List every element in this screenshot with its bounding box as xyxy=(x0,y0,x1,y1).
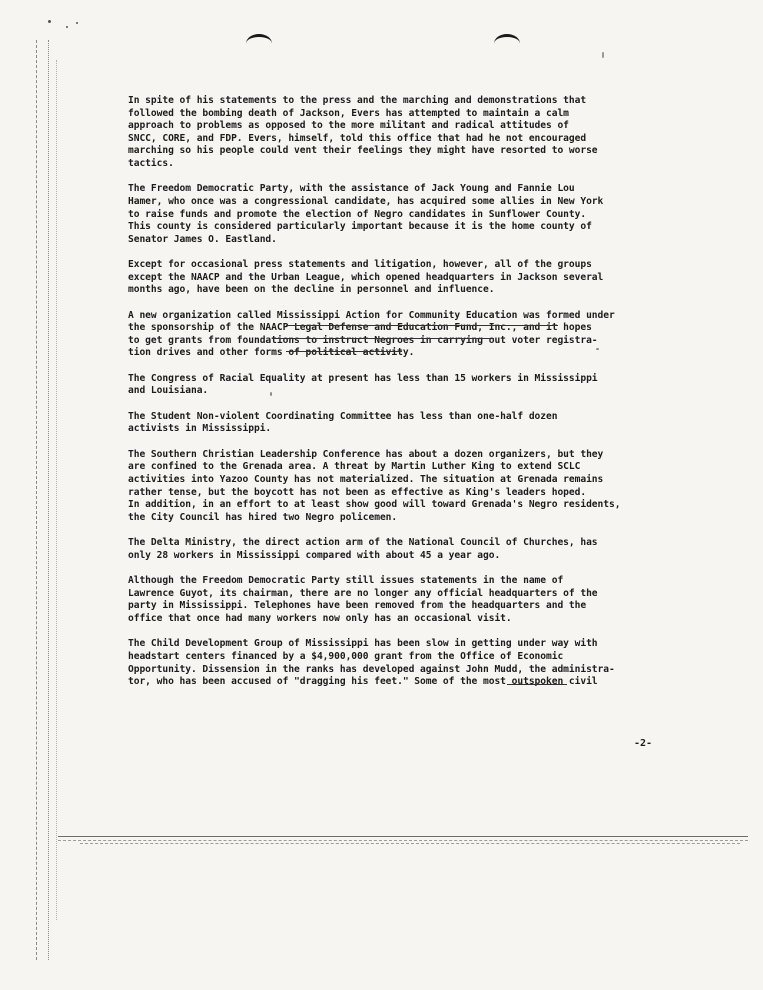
text-line: tor, who has been accused of "dragging his feet." Some of the most outspoken civil xyxy=(128,676,598,688)
paragraph-fdp-headquarters xyxy=(128,575,653,625)
paragraph-fdp-allies xyxy=(128,183,653,246)
paragraph-sncc xyxy=(128,411,653,436)
underline-mark xyxy=(286,325,558,326)
text-line: tion drives and other forms of political activity. xyxy=(128,347,415,359)
text-line: Opportunity. Dissension in the ranks has developed against John Mudd, the administra- xyxy=(128,663,615,675)
margin-dashed-line xyxy=(36,40,37,960)
footer-rule xyxy=(58,836,748,837)
text-line: SNCC, CORE, and FDP. Evers, himself, told this office that had he not encouraged xyxy=(128,132,587,144)
text-line: In addition, in an effort to at least show good will toward Grenada's Negro residents, xyxy=(128,499,621,511)
text-line: to get grants from foundations to instruct Negroes in carrying out voter registra- xyxy=(128,334,598,346)
margin-dashed-line xyxy=(56,60,57,920)
text-line: tactics. xyxy=(128,157,174,169)
hole-punch-mark-left xyxy=(246,34,272,53)
text-line: Except for occasional press statements and litigation, however, all of the groups xyxy=(128,259,592,271)
hole-punch-mark-right xyxy=(494,34,520,53)
text-line: the sponsorship of the NAACP Legal Defense and Education Fund, Inc., and it hopes xyxy=(128,322,592,334)
paragraph-delta-ministry xyxy=(128,537,653,562)
text-line: This county is considered particularly important because it is the home county of xyxy=(128,221,592,233)
paragraph-mace xyxy=(128,310,653,360)
text-line: The Freedom Democratic Party, with the assistance of Jack Young and Fannie Lou xyxy=(128,183,575,195)
text-line: approach to problems as opposed to the more militant and radical attitudes of xyxy=(128,120,569,132)
underline-mark xyxy=(272,338,494,339)
text-line: Although the Freedom Democratic Party still issues statements in the name of xyxy=(128,575,564,587)
text-line: marching so his people could vent their feelings they might have resorted to worse xyxy=(128,145,598,157)
text-line: activists in Mississippi. xyxy=(128,423,272,435)
text-line: The Child Development Group of Mississippi has been slow in getting under way with xyxy=(128,638,598,650)
scan-speck xyxy=(76,22,78,24)
text-line: The Southern Christian Leadership Conference has about a dozen organizers, but they xyxy=(128,448,604,460)
text-line: The Congress of Racial Equality at present has less than 15 workers in Mississippi xyxy=(128,372,598,384)
text-line: A new organization called Mississippi Action for Community Education was formed under xyxy=(128,309,615,321)
footer-rule xyxy=(58,840,748,841)
text-line: and Louisiana. xyxy=(128,385,209,397)
text-line: months ago, have been on the decline in personnel and influence. xyxy=(128,284,495,296)
text-line: except the NAACP and the Urban League, which opened headquarters in Jackson several xyxy=(128,271,604,283)
text-line: The Student Non-violent Coordinating Committee has less than one-half dozen xyxy=(128,410,558,422)
text-line: party in Mississippi. Telephones have been removed from the headquarters and the xyxy=(128,600,587,612)
text-line: In spite of his statements to the press and the marching and demonstrations that xyxy=(128,95,587,106)
paragraph-decline xyxy=(128,259,653,297)
text-line: the City Council has hired two Negro policemen. xyxy=(128,511,398,523)
text-line: only 28 workers in Mississippi compared with about 45 a year ago. xyxy=(128,549,501,561)
scan-speck xyxy=(48,20,51,23)
text-line: office that once had many workers now only has an occasional visit. xyxy=(128,612,512,624)
paragraph-sclc xyxy=(128,449,653,525)
memo-body xyxy=(128,95,653,702)
underline-mark xyxy=(507,684,567,685)
margin-dashed-line xyxy=(48,40,49,960)
text-line: activities into Yazoo County has not materialized. The situation at Grenada remains xyxy=(128,474,604,486)
text-line: rather tense, but the boycott has not been as effective as King's leaders hoped. xyxy=(128,486,587,498)
text-line: Lawrence Guyot, its chairman, there are no longer any official headquarters of the xyxy=(128,587,598,599)
text-line: Hamer, who once was a congressional candidate, has acquired some allies in New York xyxy=(128,195,604,207)
underline-mark xyxy=(286,351,402,352)
text-line: Senator James O. Eastland. xyxy=(128,233,277,245)
text-line: are confined to the Grenada area. A threat by Martin Luther King to extend SCLC xyxy=(128,461,581,473)
scan-speck xyxy=(66,26,68,28)
text-line: The Delta Ministry, the direct action arm of the National Council of Churches, has xyxy=(128,537,598,549)
text-line: headstart centers financed by a $4,900,000 grant from the Office of Economic xyxy=(128,650,564,662)
paragraph-core xyxy=(128,373,653,398)
text-line: to raise funds and promote the election of Negro candidates in Sunflower County. xyxy=(128,208,587,220)
page-number: -2- xyxy=(634,738,653,749)
paragraph-cdgm xyxy=(128,638,653,688)
footer-rule xyxy=(80,843,740,844)
text-line: followed the bombing death of Jackson, Evers has attempted to maintain a calm xyxy=(128,107,569,119)
scan-speck xyxy=(602,52,604,58)
paragraph-evers xyxy=(128,95,653,171)
